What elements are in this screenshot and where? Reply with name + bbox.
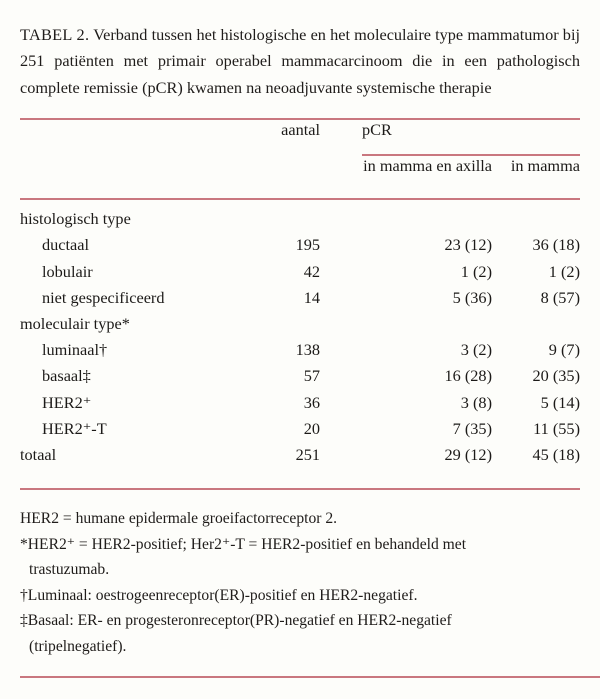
cell-gap	[320, 445, 352, 471]
table-body	[20, 209, 580, 471]
footnote-line: ‡Basaal: ER- en progesteronreceptor(PR)-negatief en HER2-negatief	[20, 612, 452, 630]
header-row-secondary	[20, 156, 580, 188]
row-label: HER2⁺-T	[42, 418, 107, 438]
cell-gap	[320, 366, 352, 392]
cell-pcr-mamma-en-axilla: 7 (35)	[452, 418, 492, 438]
cell-aantal: 251	[295, 444, 320, 464]
row-group-label: histologisch type	[20, 209, 131, 229]
row-label: basaal‡	[42, 366, 91, 386]
cell-aantal	[262, 209, 320, 235]
footnote-line: trastuzumab.	[29, 561, 110, 579]
table-number-label: TABEL 2.	[20, 25, 90, 44]
subheader-aantal-pad	[262, 156, 320, 188]
cell-pcr-mamma-en-axilla: 5 (36)	[452, 287, 492, 307]
table-row	[20, 209, 580, 235]
header-sub-axilla: in mamma en axilla	[363, 156, 492, 176]
data-table	[20, 120, 580, 188]
cell-aantal: 36	[303, 392, 320, 412]
cell-pcr-mamma-en-axilla	[352, 314, 492, 340]
cell-pcr-mamma: 5 (14)	[540, 392, 580, 412]
cell-aantal	[262, 314, 320, 340]
cell-pcr-mamma-en-axilla: 29 (12)	[444, 444, 492, 464]
row-label: lobulair	[42, 261, 93, 281]
table-row	[20, 366, 580, 392]
cell-gap	[320, 419, 352, 445]
subheader-gap	[320, 156, 352, 188]
header-aantal: aantal	[281, 120, 320, 140]
row-total-label: totaal	[20, 444, 57, 464]
cell-pcr-mamma-en-axilla: 3 (8)	[460, 392, 492, 412]
cell-pcr-mamma-en-axilla: 16 (28)	[444, 366, 492, 386]
cell-aantal: 42	[303, 261, 320, 281]
header-label-col	[20, 120, 262, 154]
table-row	[20, 393, 580, 419]
cell-aantal: 195	[295, 235, 320, 255]
table-row	[20, 340, 580, 366]
cell-gap	[320, 235, 352, 261]
cell-gap	[320, 262, 352, 288]
cell-pcr-mamma: 9 (7)	[548, 340, 580, 360]
cell-pcr-mamma: 36 (18)	[532, 235, 580, 255]
cell-pcr-mamma-en-axilla	[352, 209, 492, 235]
table-rule-bottom	[20, 676, 600, 678]
header-pcr-group: pCR	[362, 120, 392, 140]
table-row	[20, 445, 580, 471]
cell-pcr-mamma-en-axilla: 1 (2)	[460, 261, 492, 281]
table-row	[20, 262, 580, 288]
cell-gap	[320, 340, 352, 366]
table-rule-footnote-separator	[20, 488, 580, 490]
row-label: ductaal	[42, 235, 90, 255]
cell-aantal: 14	[303, 287, 320, 307]
cell-gap	[320, 209, 352, 235]
header-gap	[320, 120, 352, 154]
table-footnotes	[20, 506, 580, 660]
table-row	[20, 419, 580, 445]
data-table-body-wrapper	[20, 209, 580, 471]
footnote-line: *HER2⁺ = HER2-positief; Her2⁺-T = HER2-positief en behandeld met	[20, 535, 467, 553]
cell-pcr-mamma	[492, 209, 580, 235]
cell-gap	[320, 314, 352, 340]
table-row	[20, 288, 580, 314]
cell-pcr-mamma-en-axilla: 23 (12)	[444, 235, 492, 255]
cell-aantal: 20	[303, 418, 320, 438]
cell-pcr-mamma: 45 (18)	[532, 444, 580, 464]
cell-pcr-mamma: 8 (57)	[540, 287, 580, 307]
table-caption-text: Verband tussen het histologische en het moleculaire type mammatumor bij 251 patiënten met primair operabel mammacarcinoom die in een pathologisch complete remissie (pCR) kwamen na neoadjuvante systemische therapie	[20, 25, 580, 97]
cell-pcr-mamma	[492, 314, 580, 340]
subheader-label-pad	[20, 156, 262, 188]
cell-pcr-mamma-en-axilla: 3 (2)	[460, 340, 492, 360]
cell-pcr-mamma: 11 (55)	[533, 418, 580, 438]
cell-gap	[320, 393, 352, 419]
table-rule-header-separator	[20, 198, 580, 200]
cell-aantal: 57	[303, 366, 320, 386]
row-label: HER2⁺	[42, 392, 92, 412]
cell-aantal: 138	[295, 340, 320, 360]
cell-pcr-mamma: 20 (35)	[532, 366, 580, 386]
footnote-line: HER2 = humane epidermale groeifactorreceptor 2.	[20, 510, 338, 528]
footnote-line: †Luminaal: oestrogeenreceptor(ER)-positief en HER2-negatief.	[20, 586, 418, 604]
row-group-label: moleculair type*	[20, 313, 130, 333]
table-row	[20, 235, 580, 261]
footnote-line: (tripelnegatief).	[29, 638, 127, 656]
cell-gap	[320, 288, 352, 314]
row-label: luminaal†	[42, 340, 108, 360]
header-row-primary	[20, 120, 580, 154]
header-sub-mamma: in mamma	[510, 156, 580, 176]
cell-pcr-mamma: 1 (2)	[548, 261, 580, 281]
row-label: niet gespecificeerd	[42, 287, 165, 307]
table-caption	[20, 0, 580, 101]
table-row	[20, 314, 580, 340]
table-head	[20, 120, 580, 188]
